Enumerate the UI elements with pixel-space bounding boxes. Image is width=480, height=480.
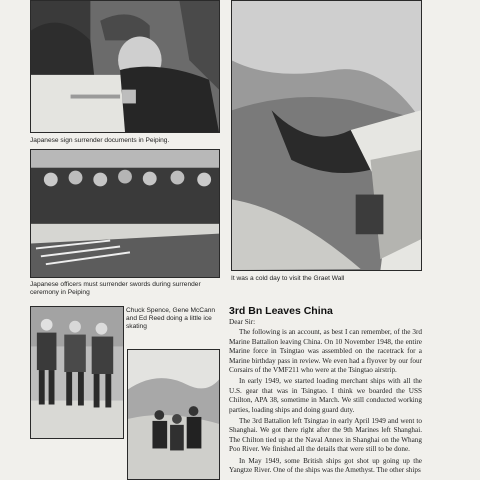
photo-snow-hillside [127, 349, 220, 480]
article-headline: 3rd Bn Leaves China [229, 305, 333, 317]
photo-surrender-swords [30, 149, 220, 278]
article-salutation: Dear Sir: [229, 318, 256, 326]
article-body [229, 318, 422, 478]
caption-skating: Chuck Spence, Gene McCann and Ed Reed doing a little ice skating [126, 307, 216, 330]
caption-surrender-swords: Japanese officers must surrender swords during surrender ceremony in Peiping [30, 281, 201, 296]
photo-skating-group [30, 306, 124, 439]
caption-great-wall: It was a cold day to visit the Graet Wall [231, 275, 345, 282]
caption-surrender-documents: Japanese sign surrender documents in Peiping. [30, 137, 170, 144]
article-paragraph: The 3rd Battalion left Tsingtao in early April 1949 and went to Shanghai. We got there right after the 9th Marines left Shanghai. The Chilton tied up at the Naval Annex in Shanghai on the Whang Poo River. We finished all the details that were still to be done. [229, 417, 422, 454]
article-paragraph: In May 1949, some British ships got shot up going up the Yangtze River. One of the ships was the Amethyst. The other ships [229, 456, 422, 475]
article-paragraph: The following is an account, as best I can remember, of the 3rd Marine Battalion leaving China. On 10 November 1948, the entire Marine force in Tsingtao was assembled on the racetrack for a Marine birthday pass in review. We even had a flyover by our four Corsairs of the VMF211 who were at the Tsingtao airstrip. [229, 328, 422, 375]
photo-great-wall [231, 0, 422, 271]
photo-surrender-documents [30, 0, 220, 133]
article-paragraph: In early 1949, we started loading merchant ships with all the U.S. gear that was in Tsingtao. I think we boarded the USS Chilton, APA 38, sometime in March. We still conducted working parties, loading ships and doing guard duty. [229, 377, 422, 414]
